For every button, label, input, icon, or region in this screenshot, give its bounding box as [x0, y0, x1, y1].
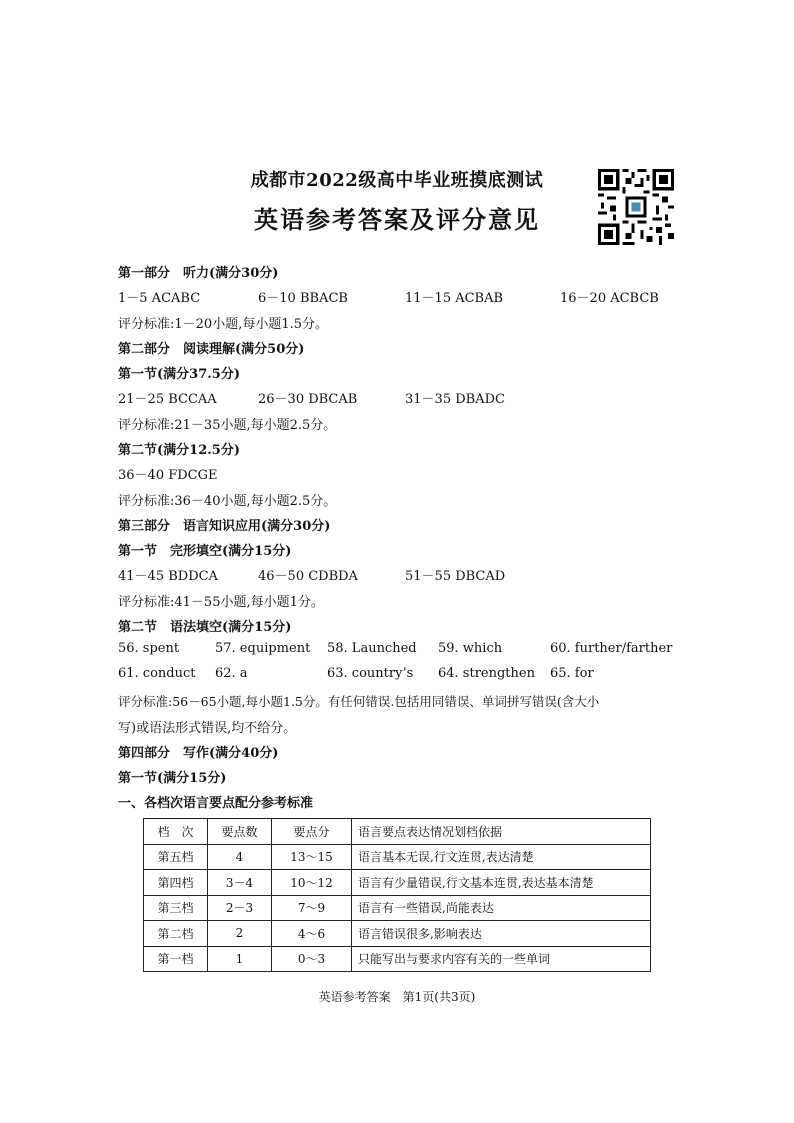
table-cell: 1 — [208, 946, 272, 972]
table-cell: 第一档 — [144, 946, 208, 972]
table-cell: 语言基本无误,行文连贯,表达清楚 — [352, 844, 651, 870]
table-cell: 第二档 — [144, 921, 208, 947]
part2-section2-heading: 第二节(满分12.5分) — [118, 443, 240, 458]
part2-heading: 第二部分 阅读理解(满分50分) — [118, 342, 305, 357]
table-cell: 2 — [208, 921, 272, 947]
table-cell: 7～9 — [272, 895, 352, 921]
page-footer: 英语参考答案 第1页(共3页) — [318, 990, 476, 1004]
table-cell: 第五档 — [144, 844, 208, 870]
grammar-answer: 59. which — [438, 641, 503, 656]
answer-group: 41－45 BDDCA — [118, 569, 218, 584]
table-cell: 10～12 — [272, 870, 352, 896]
answer-group: 11－15 ACBAB — [405, 291, 504, 306]
table-row — [144, 921, 651, 947]
table-cell: 语言有少量错误,行文基本连贯,表达基本清楚 — [352, 870, 651, 896]
grammar-answer: 60. further/farther — [550, 641, 673, 656]
grammar-answer: 64. strengthen — [438, 666, 535, 681]
column-header: 要点数 — [208, 819, 272, 845]
table-cell: 第三档 — [144, 895, 208, 921]
grammar-row-1 — [118, 641, 678, 659]
table-row — [144, 870, 651, 896]
part4-heading: 第四部分 写作(满分40分) — [118, 746, 279, 761]
part3-section1-heading: 第一节 完形填空(满分15分) — [118, 544, 292, 559]
part2-section1-standard: 评分标准:21－35小题,每小题2.5分。 — [118, 418, 337, 433]
grammar-answer: 65. for — [550, 666, 594, 681]
qr-code-icon — [598, 169, 674, 245]
part2-section1-heading: 第一节(满分37.5分) — [118, 367, 240, 382]
table-row — [144, 895, 651, 921]
part3-section2-heading: 第二节 语法填空(满分15分) — [118, 620, 292, 635]
part1-standard: 评分标准:1－20小题,每小题1.5分。 — [118, 317, 328, 332]
column-header: 要点分 — [272, 819, 352, 845]
page-title: 英语参考答案及评分意见 — [254, 205, 540, 234]
part1-answers — [118, 287, 678, 305]
table-cell: 只能写出与要求内容有关的一些单词 — [352, 946, 651, 972]
exam-title: 成都市2022级高中毕业班摸底测试 — [250, 170, 544, 191]
answer-group: 31－35 DBADC — [405, 392, 505, 407]
answer-group: 51－55 DBCAD — [405, 569, 506, 584]
answer-group: 21－25 BCCAA — [118, 392, 217, 407]
table-cell: 3－4 — [208, 870, 272, 896]
table-cell: 语言有一些错误,尚能表达 — [352, 895, 651, 921]
grammar-answer: 56. spent — [118, 641, 180, 656]
answer-group: 1－5 ACABC — [118, 291, 201, 306]
part3-section2-standard: 评分标准:56－65小题,每小题1.5分。有任何错误.包括用同错误、单词拼写错误(含大小 — [118, 694, 600, 709]
answer-group: 26－30 DBCAB — [258, 392, 358, 407]
grammar-answer: 63. country’s — [327, 666, 414, 681]
table-cell: 13～15 — [272, 844, 352, 870]
table-row — [144, 844, 651, 870]
table-row — [144, 946, 651, 972]
part3-section1-standard: 评分标准:41－55小题,每小题1分。 — [118, 595, 324, 610]
part3-section1-answers — [118, 565, 678, 583]
grammar-answer: 58. Launched — [327, 641, 417, 656]
grammar-answer: 57. equipment — [215, 641, 311, 656]
answer-group: 46－50 CDBDA — [258, 569, 358, 584]
grammar-answer: 61. conduct — [118, 666, 196, 681]
table-cell: 4～6 — [272, 921, 352, 947]
answer-group: 6－10 BBACB — [258, 291, 348, 306]
part4-section1-heading: 第一节(满分15分) — [118, 771, 227, 786]
table-cell: 第四档 — [144, 870, 208, 896]
criteria-heading: 一、各档次语言要点配分参考标准 — [118, 796, 314, 811]
grammar-answer: 62. a — [215, 666, 248, 681]
answer-group: 16－20 ACBCB — [560, 291, 659, 306]
column-header: 语言要点表达情况划档依据 — [352, 819, 651, 845]
table-cell: 4 — [208, 844, 272, 870]
table-cell: 2－3 — [208, 895, 272, 921]
answer-group: 36－40 FDCGE — [118, 468, 218, 483]
part3-heading: 第三部分 语言知识应用(满分30分) — [118, 519, 331, 534]
scoring-table — [143, 818, 651, 972]
table-header-row — [144, 819, 651, 845]
part3-section2-standard-cont: 写)或语法形式错误,均不给分。 — [118, 721, 297, 736]
table-cell: 0～3 — [272, 946, 352, 972]
table-cell: 语言错误很多,影响表达 — [352, 921, 651, 947]
part1-heading: 第一部分 听力(满分30分) — [118, 266, 279, 281]
grammar-row-2 — [118, 666, 678, 684]
column-header: 档 次 — [144, 819, 208, 845]
part2-section2-standard: 评分标准:36－40小题,每小题2.5分。 — [118, 494, 337, 509]
part2-section1-answers — [118, 388, 678, 406]
